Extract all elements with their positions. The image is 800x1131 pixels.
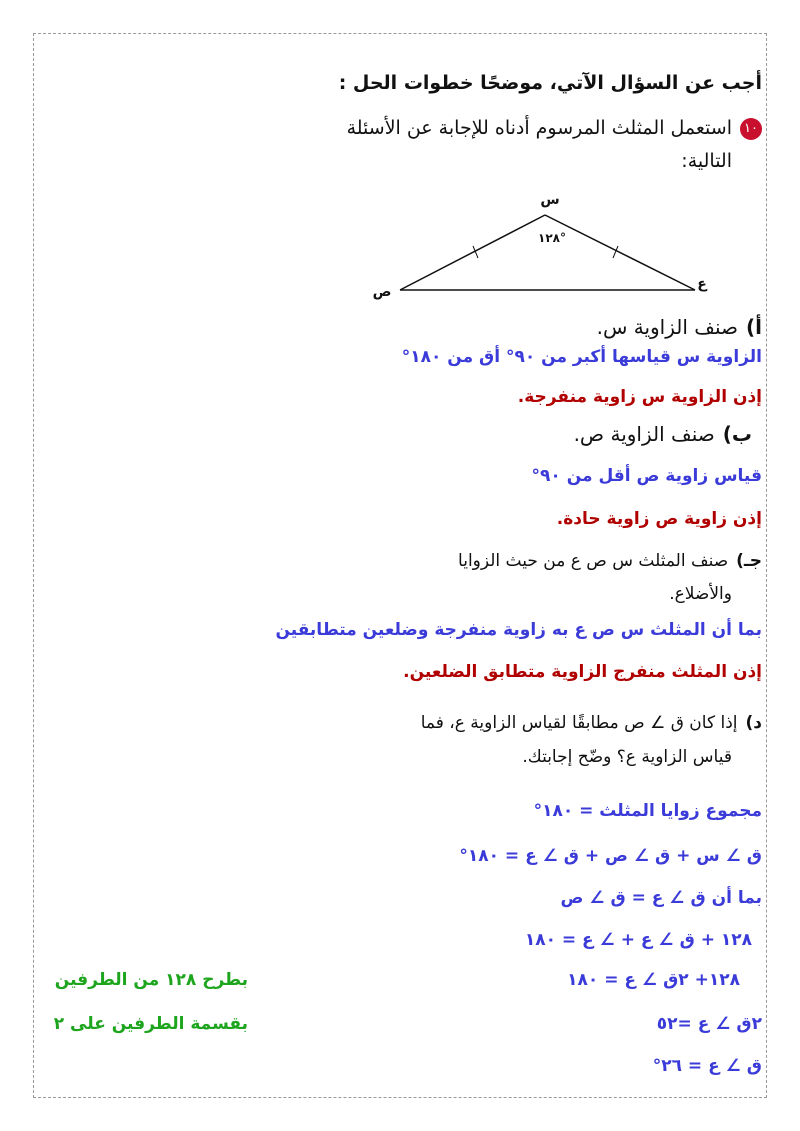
vertex-label-top: س — [540, 192, 560, 208]
part-b-label: ب) — [722, 422, 752, 446]
vertex-label-left: ص — [372, 284, 392, 300]
part-b-answer: قياس زاوية ص أقل من ٩٠° — [531, 466, 762, 486]
part-c-label: جـ) — [736, 551, 762, 571]
vertex-label-right: ع — [697, 276, 707, 292]
part-d-question-1 — [421, 713, 762, 733]
part-a-answer: الزاوية س قياسها أكبر من ٩٠° أق من ١٨٠° — [401, 347, 762, 367]
side-se — [545, 215, 695, 290]
angle-label: °١٢٨ — [538, 231, 566, 245]
part-c-question-1 — [458, 551, 762, 571]
part-c-conclusion: إذن المثلث منفرج الزاوية متطابق الضلعين. — [403, 662, 762, 682]
part-a-conclusion: إذن الزاوية س زاوية منفرجة. — [517, 387, 762, 407]
part-c-answer: بما أن المثلث س ص ع به زاوية منفرجة وضلعين متطابقين — [275, 620, 762, 640]
part-b-conclusion: إذن زاوية ص زاوية حادة. — [556, 509, 762, 529]
question-text-1: استعمل المثلث المرسوم أدناه للإجابة عن الأسئلة — [346, 117, 732, 139]
step-7: ق ∠ ع = ٢٦° — [652, 1056, 762, 1076]
part-b-question — [574, 422, 752, 446]
step-4: ١٢٨ + ق ∠ ع + ∠ ع = ١٨٠ — [524, 930, 752, 950]
note-divide: بقسمة الطرفين على ٢ — [53, 1014, 248, 1034]
part-a-question-text: صنف الزاوية س. — [596, 315, 738, 339]
side-sx — [400, 215, 545, 290]
question-number-badge: ١٠ — [740, 118, 762, 140]
part-c-question-2: والأضلاع. — [669, 584, 732, 604]
step-5: ١٢٨+ ٢ق ∠ ع = ١٨٠ — [567, 970, 740, 990]
step-1: مجموع زوايا المثلث = ١٨٠° — [533, 801, 762, 821]
part-b-question-text: صنف الزاوية ص. — [573, 422, 715, 446]
note-subtract: بطرح ١٢٨ من الطرفين — [54, 970, 248, 990]
part-a-label: أ) — [746, 315, 762, 339]
question-line-1 — [347, 117, 762, 140]
tick-mark-right — [613, 246, 618, 258]
triangle-diagram — [360, 190, 710, 305]
part-d-label: د) — [745, 713, 762, 733]
step-6: ٢ق ∠ ع =٥٢ — [656, 1014, 762, 1034]
question-line-2: التالية: — [681, 150, 732, 172]
part-d-question-2: قياس الزاوية ع؟ وضّح إجابتك. — [522, 747, 732, 767]
part-a-question — [597, 315, 762, 339]
part-d-question-text-1: إذا كان ق ∠ ص مطابقًا لقياس الزاوية ع، فما — [420, 713, 738, 733]
instruction: أجب عن السؤال الآتي، موضحًا خطوات الحل : — [338, 72, 762, 94]
part-c-question-text-1: صنف المثلث س ص ع من حيث الزوايا — [458, 551, 729, 571]
step-2: ق ∠ س + ق ∠ ص + ق ∠ ع = ١٨٠° — [459, 846, 762, 866]
step-3: بما أن ق ∠ ع = ق ∠ ص — [560, 888, 762, 908]
